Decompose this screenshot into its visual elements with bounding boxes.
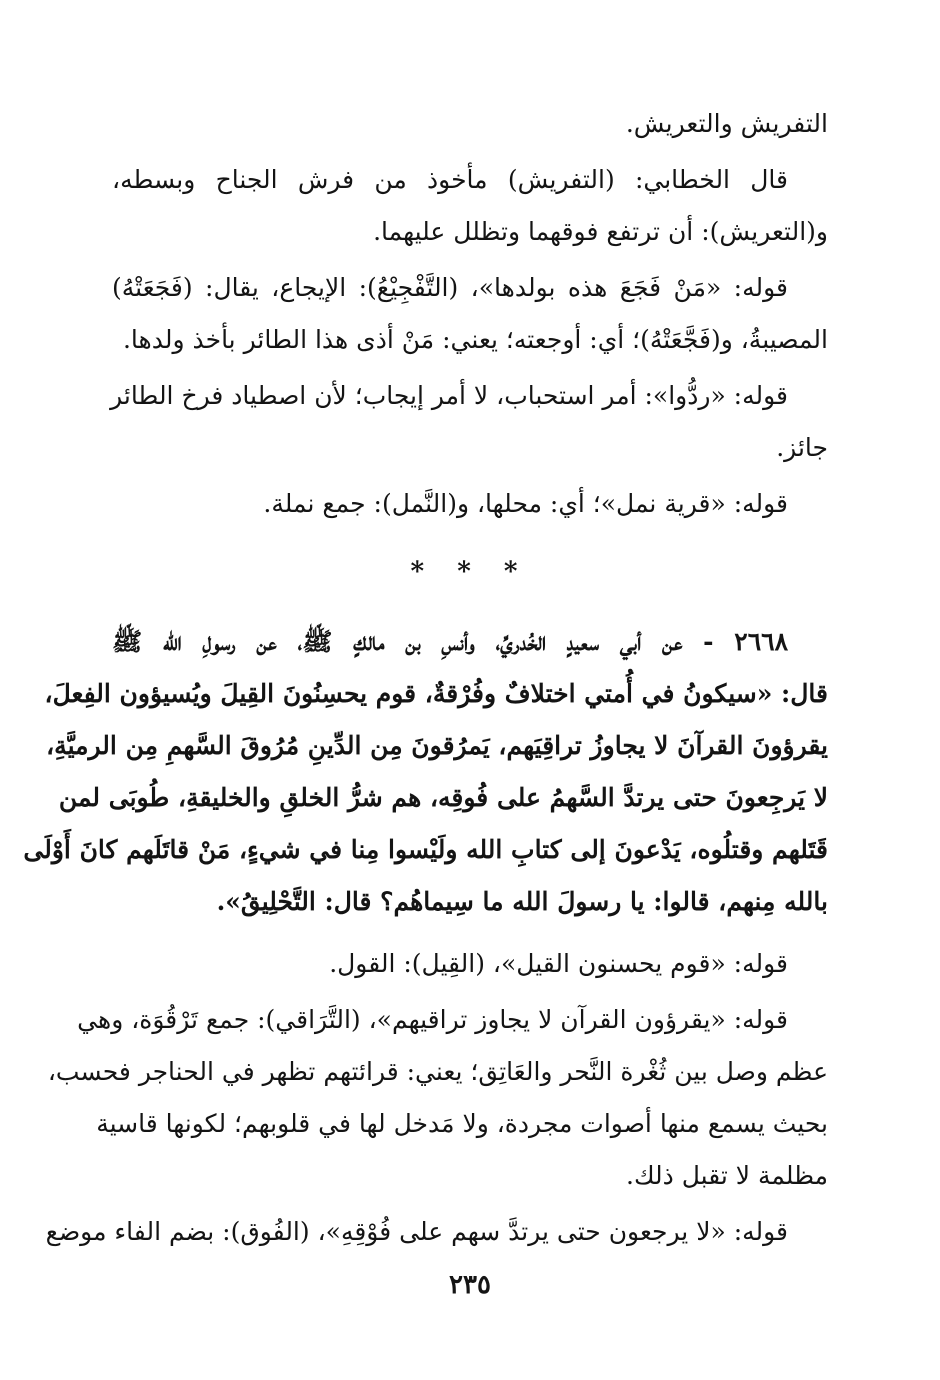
text-line: قوله: «لا يرجعون حتى يرتدَّ سهم على فُوْقِهِ»، (الفُوق): بضم الفاء موضع [45,1217,788,1246]
text-line: قوله: «مَنْ فَجَعَ هذه بولدها»، (التَّفْجِيْعُ): الإيجاع، يقال: (فَجَعَتْهُ) [112,273,788,302]
text-line: التفريش والتعريش. [625,109,828,138]
text-line: قوله: «يقرؤون القرآن لا يجاوز تراقيهم»، (التَّرَاقي): جمع تَرْقُوَة، وهي [77,1005,788,1034]
hadith-line: بالله مِنهم، قالوا: يا رسولَ الله ما سِيماهُم؟ قال: التَّحْلِيقُ». [216,887,828,916]
hadith-line: يقرؤونَ القرآنَ لا يجاوزُ تراقِيَهم، يَمرُقونَ مِن الدِّينِ مُرُوقَ السَّهمِ مِن الرميَّةِ، [46,731,828,760]
text-line: مظلمة لا تقبل ذلك. [626,1161,828,1190]
text-line: بحيث يسمع منها أصوات مجردة، ولا مَدخل لها في قلوبهم؛ لكونها قاسية [96,1109,828,1138]
text-line: قوله: «قوم يحسنون القيل»، (القِيل): القول. [329,949,788,978]
text-line: قوله: «ردُّوا»: أمر استحباب، لا أمر إيجاب؛ لأن اصطياد فرخ الطائر [110,381,788,410]
page-number: ٢٣٥ [449,1270,491,1300]
section-separator: * * * [410,557,530,587]
text-line: قال الخطابي: (التفريش) مأخوذ من فرش الجناح وبسطه، [112,165,788,194]
page-body [23,98,828,1258]
hadith-line: ٢٦٦٨ - عن أبي سعيدٍ الخُدريِّ، وأنسِ بن مالكٍ ﷺ، عن رسولِ الله ﷺ [112,627,788,656]
text-line: جائز. [776,433,828,462]
text-line: و(التعريش): أن ترتفع فوقهما وتظلل عليهما. [373,217,828,246]
text-line: عظم وصل بين ثُغْرة النَّحر والعَاتِق؛ يعني: قرائتهم تظهر في الحناجر فحسب، [47,1057,828,1086]
hadith-line: قَتَلهم وقتلُوه، يَدْعونَ إلى كتابِ الله ولَيْسوا مِنا في شيءٍ، مَنْ قاتَلَهم كانَ أَوْلَى [23,835,828,864]
text-line: قوله: «قرية نمل»؛ أي: محلها، و(النَّمل): جمع نملة. [263,489,788,518]
text-line: المصيبةُ، و(فَجَّعَتْهُ)؛ أي: أوجعته؛ يعني: مَنْ أذى هذا الطائر بأخذ ولدها. [122,325,828,354]
hadith-line: لا يَرجِعونَ حتى يرتدَّ السَّهمُ على فُوقِه، هم شرُّ الخلقِ والخليقةِ، طُوبَى لمن [58,783,828,812]
hadith-line: قال: «سيكونُ في أُمتي اختلافٌ وفُرْقةٌ، قوم يحسِنُونَ القِيلَ ويُسيؤون الفِعلَ، [44,679,828,708]
